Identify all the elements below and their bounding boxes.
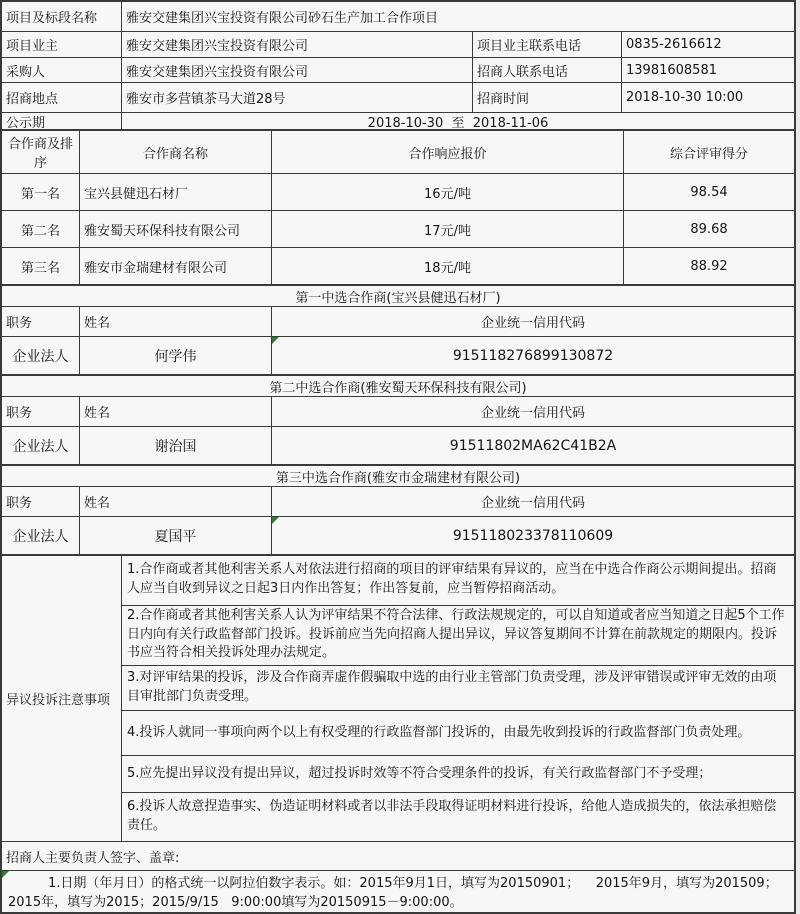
rank-cell: 第一名 <box>2 174 80 210</box>
credit-code-cell <box>272 517 794 554</box>
winner3-value-row <box>2 517 794 555</box>
legal-person-cell: 何学伟 <box>80 337 272 374</box>
position-cell: 企业法人 <box>2 517 80 554</box>
credit-code-cell <box>272 427 794 464</box>
cell-corner-flag-icon <box>2 871 9 878</box>
owner-phone-label: 项目业主联系电话 <box>473 32 622 57</box>
publicity-period-row <box>2 113 794 130</box>
credit-code-cell <box>272 337 794 374</box>
purchaser-value: 雅安交建集团兴宝投资有限公司 <box>122 58 473 82</box>
score-cell: 89.68 <box>624 211 794 247</box>
publicity-period-label: 公示期 <box>2 113 122 129</box>
winner3-title-row <box>2 465 794 487</box>
complaint-item-3: 3.对评审结果的投诉，涉及合作商弄虚作假骗取中选的由行业主管部门负责受理，涉及评审错误或评审无效的由项目审批部门负责受理。 <box>122 666 794 712</box>
credit-code-header: 企业统一信用代码 <box>272 397 794 426</box>
project-name-label: 项目及标段名称 <box>2 2 122 31</box>
location-row <box>2 83 794 113</box>
complaint-item-2: 2.合作商或者其他利害关系人认为评审结果不符合法律、行政法规规定的，可以自知道或者应当知道之日起5个工作日内向有关行政监督部门投诉。投诉前应当先向招商人提出异议，异议答复期间不计算在前款规定的期限内。投诉书应当符合相关投诉处理办法规定。 <box>122 606 794 666</box>
cell-corner-flag-icon <box>272 337 279 344</box>
ranking-header-row <box>2 130 794 174</box>
cell-corner-flag-icon <box>272 517 279 524</box>
ranking-header-price: 合作响应报价 <box>272 131 624 173</box>
complaint-item-5: 5.应先提出异议没有提出异议，超过投诉时效等不符合受理条件的投诉，有关行政监督部门不予受理； <box>122 756 794 794</box>
credit-code-text: 91511802MA62C41B2A <box>449 437 617 454</box>
bidder-name-cell: 雅安市金瑞建材有限公司 <box>80 248 272 284</box>
score-cell: 88.92 <box>624 248 794 284</box>
credit-code-text: 915118023378110609 <box>452 527 614 544</box>
winner2-header-row <box>2 397 794 427</box>
bidder-name-cell: 雅安蜀天环保科技有限公司 <box>80 211 272 247</box>
project-name-value: 雅安交建集团兴宝投资有限公司砂石生产加工合作项目 <box>122 2 794 31</box>
footnote-cell <box>2 871 794 912</box>
rank-cell: 第二名 <box>2 211 80 247</box>
recruiter-phone-label: 招商人联系电话 <box>473 58 622 82</box>
project-owner-row <box>2 32 794 58</box>
legal-person-cell: 夏国平 <box>80 517 272 554</box>
winner2-value-row <box>2 427 794 465</box>
rank-cell: 第三名 <box>2 248 80 284</box>
footnote-row <box>2 871 794 912</box>
position-header: 职务 <box>2 487 80 516</box>
project-name-row <box>2 2 794 32</box>
complaints-section <box>2 555 794 842</box>
location-label: 招商地点 <box>2 83 122 112</box>
bid-time-value: 2018-10-30 10:00 <box>622 83 794 112</box>
legal-person-cell: 谢治国 <box>80 427 272 464</box>
signature-label: 招商人主要负责人签字、盖章: <box>2 842 794 870</box>
ranking-header-name: 合作商名称 <box>80 131 272 173</box>
price-cell: 17元/吨 <box>272 211 624 247</box>
ranking-header-rank: 合作商及排序 <box>2 131 80 173</box>
location-value: 雅安市多营镇茶马大道28号 <box>122 83 473 112</box>
position-cell: 企业法人 <box>2 427 80 464</box>
winner2-title-row <box>2 375 794 397</box>
purchaser-label: 采购人 <box>2 58 122 82</box>
bid-time-label: 招商时间 <box>473 83 622 112</box>
credit-code-header: 企业统一信用代码 <box>272 307 794 336</box>
project-owner-value: 雅安交建集团兴宝投资有限公司 <box>122 32 473 57</box>
bidder-name-cell: 宝兴县健迅石材厂 <box>80 174 272 210</box>
footnote-text: 1.日期（年月日）的格式统一以阿拉伯数字表示。如：2015年9月1日，填写为20150901； 2015年9月，填写为201509；2015年，填写为2015；2015/9/15 9:00:00填写为20150915－9:00:00。 <box>8 876 778 910</box>
winner3-title: 第三中选合作商(雅安市金瑞建材有限公司) <box>2 466 794 486</box>
ranking-row-1 <box>2 174 794 211</box>
name-header: 姓名 <box>80 397 272 426</box>
winner2-title: 第二中选合作商(雅安蜀天环保科技有限公司) <box>2 376 794 396</box>
owner-phone-value: 0835-2616612 <box>622 32 794 57</box>
price-cell: 16元/吨 <box>272 174 624 210</box>
complaint-item-4: 4.投诉人就同一事项向两个以上有权受理的行政监督部门投诉的，由最先收到投诉的行政监督部门负责处理。 <box>122 711 794 756</box>
complaint-item-1: 1.合作商或者其他利害关系人对依法进行招商的项目的评审结果有异议的，应当在中选合作商公示期间提出。招商人应当自收到异议之日起3日内作出答复；作出答复前，应当暂停招商活动。 <box>122 556 794 606</box>
publicity-period-value: 2018-10-30 至 2018-11-06 <box>122 113 794 129</box>
score-cell: 98.54 <box>624 174 794 210</box>
credit-code-header: 企业统一信用代码 <box>272 487 794 516</box>
position-cell: 企业法人 <box>2 337 80 374</box>
position-header: 职务 <box>2 397 80 426</box>
price-cell: 18元/吨 <box>272 248 624 284</box>
complaints-label: 异议投诉注意事项 <box>2 556 122 841</box>
position-header: 职务 <box>2 307 80 336</box>
ranking-header-score: 综合评审得分 <box>624 131 794 173</box>
project-owner-label: 项目业主 <box>2 32 122 57</box>
winner3-header-row <box>2 487 794 517</box>
winner1-value-row <box>2 337 794 375</box>
winner1-title-row <box>2 285 794 307</box>
winner1-header-row <box>2 307 794 337</box>
name-header: 姓名 <box>80 307 272 336</box>
ranking-row-2 <box>2 211 794 248</box>
winner1-title: 第一中选合作商(宝兴县健迅石材厂) <box>2 286 794 306</box>
signature-row <box>2 842 794 871</box>
credit-code-text: 915118276899130872 <box>452 347 614 364</box>
recruiter-phone-value: 13981608581 <box>622 58 794 82</box>
purchaser-row <box>2 58 794 83</box>
ranking-row-3 <box>2 248 794 285</box>
name-header: 姓名 <box>80 487 272 516</box>
complaints-items <box>122 556 794 841</box>
complaint-item-6: 6.投诉人故意捏造事实、伪造证明材料或者以非法手段取得证明材料进行投诉，给他人造成损失的，依法承担赔偿责任。 <box>122 793 794 841</box>
